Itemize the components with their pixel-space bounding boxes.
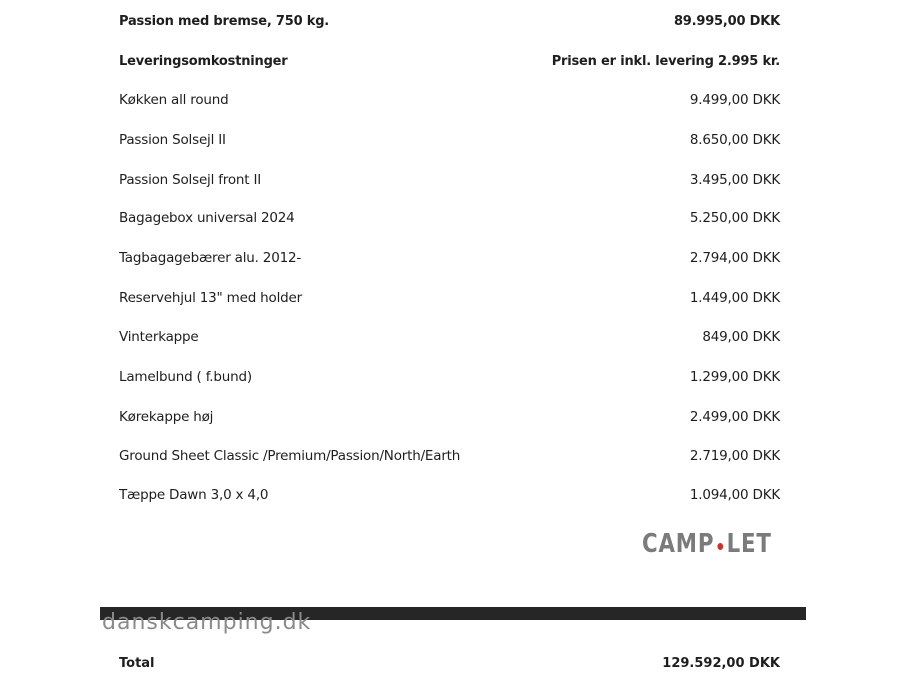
logo-dot-icon (718, 543, 724, 550)
total-row (119, 652, 780, 674)
item-price: 849,00 DKK (702, 329, 780, 345)
price-row (119, 326, 780, 348)
item-name: Kørekappe høj (119, 409, 214, 425)
item-name: Tæppe Dawn 3,0 x 4,0 (119, 487, 269, 503)
price-row (119, 89, 780, 111)
item-name: Vinterkappe (119, 329, 199, 345)
item-name: Passion Solsejl II (119, 132, 226, 148)
item-price: Prisen er inkl. levering 2.995 kr. (551, 53, 780, 69)
banner-text: danskcamping.dk (102, 610, 312, 635)
item-name: Ground Sheet Classic /Premium/Passion/North/Earth (119, 448, 461, 464)
price-row (119, 10, 780, 32)
item-name: Lamelbund ( f.bund) (119, 369, 252, 385)
price-row (119, 207, 780, 229)
item-name: Passion med bremse, 750 kg. (119, 13, 330, 29)
item-price: 1.299,00 DKK (689, 369, 780, 385)
price-row (119, 247, 780, 269)
item-price: 5.250,00 DKK (689, 210, 780, 226)
dealer-banner (100, 607, 806, 635)
item-price: 1.094,00 DKK (689, 487, 780, 503)
logo-text-let: LET (726, 529, 772, 559)
item-price: 89.995,00 DKK (673, 13, 780, 29)
price-row (119, 484, 780, 506)
item-price: 2.719,00 DKK (689, 448, 780, 464)
price-row (119, 445, 780, 467)
item-price: 9.499,00 DKK (689, 92, 780, 108)
total-price: 129.592,00 DKK (662, 655, 780, 671)
price-row (119, 129, 780, 151)
price-row (119, 169, 780, 191)
item-name: Køkken all round (119, 92, 229, 108)
total-label: Total (119, 655, 155, 671)
item-name: Passion Solsejl front II (119, 172, 262, 188)
item-price: 3.495,00 DKK (689, 172, 780, 188)
price-row (119, 287, 780, 309)
item-price: 2.499,00 DKK (689, 409, 780, 425)
price-row (119, 406, 780, 428)
logo-text-camp: CAMP (642, 529, 715, 559)
item-name: Bagagebox universal 2024 (119, 210, 295, 226)
item-price: 8.650,00 DKK (689, 132, 780, 148)
item-name: Reservehjul 13" med holder (119, 290, 302, 306)
item-price: 1.449,00 DKK (689, 290, 780, 306)
item-price: 2.794,00 DKK (689, 250, 780, 266)
camplet-logo (642, 528, 772, 560)
item-name: Tagbagagebærer alu. 2012- (119, 250, 302, 266)
price-row (119, 366, 780, 388)
item-name: Leveringsomkostninger (119, 53, 288, 69)
price-row (119, 50, 780, 72)
